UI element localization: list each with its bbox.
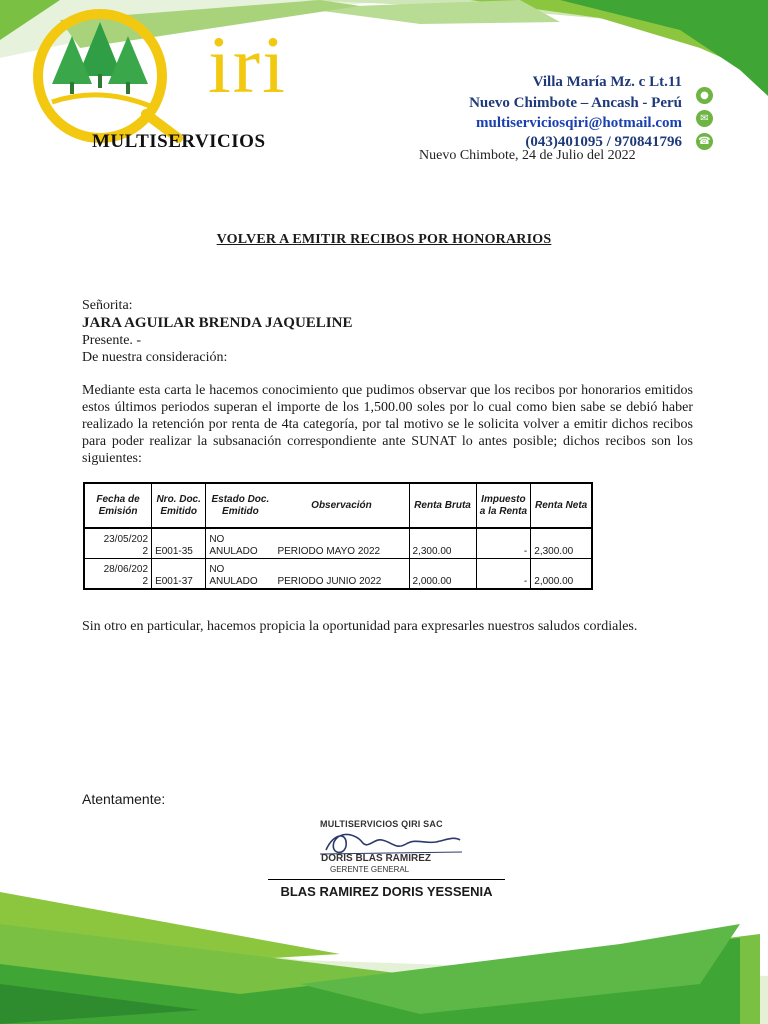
header-impuesto: Impuesto a la Renta — [476, 483, 531, 528]
header-observacion: Observación — [274, 483, 409, 528]
header-nro-doc: Nro. Doc. Emitido — [152, 483, 206, 528]
presente-line: Presente. - — [82, 333, 142, 348]
address-line-1: Villa María Mz. c Lt.11 — [532, 74, 682, 90]
company-logo — [28, 6, 287, 146]
letter-date: Nuevo Chimbote, 24 de Julio del 2022 — [419, 148, 636, 163]
cell-doc: E001-35 — [152, 528, 206, 559]
address-line-2: Nuevo Chimbote – Ancash - Perú — [469, 95, 682, 111]
logo-wordmark: iri — [208, 19, 287, 110]
stamp-company: MULTISERVICIOS QIRI SAC — [320, 819, 443, 829]
cell-fecha: 23/05/202 2 — [84, 528, 152, 559]
table-header-row — [84, 483, 592, 528]
consideracion-line: De nuestra consideración: — [82, 350, 228, 365]
signer-name: BLAS RAMIREZ DORIS YESSENIA — [280, 884, 493, 899]
salutation: Señorita: — [82, 298, 133, 313]
cell-fecha: 28/06/202 2 — [84, 559, 152, 590]
table-row — [84, 528, 592, 559]
receipts-table — [83, 482, 593, 590]
location-pin-icon: ● — [696, 87, 713, 104]
table-row — [84, 559, 592, 590]
cell-impuesto: - — [476, 559, 531, 590]
sign-off: Atentamente: — [82, 791, 166, 807]
email-link[interactable]: multiserviciosqiri@hotmail.com — [475, 115, 682, 131]
cell-renta-neta: 2,000.00 — [531, 559, 592, 590]
recipient-name: JARA AGUILAR BRENDA JAQUELINE — [82, 315, 353, 331]
header-renta-bruta: Renta Bruta — [409, 483, 476, 528]
stamp-name: DORIS BLAS RAMIREZ — [321, 853, 431, 864]
cell-observacion: PERIODO MAYO 2022 — [274, 528, 409, 559]
cell-estado: NO ANULADO — [206, 559, 275, 590]
logo-emblem — [28, 6, 188, 146]
footer-banner — [0, 864, 768, 1024]
body-paragraph: Mediante esta carta le hacemos conocimiento que pudimos observar que los recibos por honorarios emitidos estos últimos periodos superan el importe de los 1,500.00 soles por lo cual como bien sabe se debió haber realizado la retención por renta de 4ta categoría, por tal motivo se le solicita volver a emitir dichos recibos para poder realizar la subsanación correspondiente ante SUNAT lo antes posible; dichos recibos son los siguientes: — [82, 383, 693, 466]
header-renta-neta: Renta Neta — [531, 483, 592, 528]
cell-observacion: PERIODO JUNIO 2022 — [274, 559, 409, 590]
letter-title: VOLVER A EMITIR RECIBOS POR HONORARIOS — [216, 232, 552, 247]
phone-numbers: (043)401095 / 970841796 — [525, 134, 682, 150]
cell-estado: NO ANULADO — [206, 528, 275, 559]
cell-renta-bruta: 2,000.00 — [409, 559, 476, 590]
header-fecha: Fecha de Emisión — [84, 483, 152, 528]
closing-paragraph: Sin otro en particular, hacemos propicia la oportunidad para expresarles nuestros saludos cordiales. — [82, 619, 638, 634]
stamp-role: GERENTE GENERAL — [330, 865, 410, 874]
cell-impuesto: - — [476, 528, 531, 559]
phone-icon: ☎ — [696, 133, 713, 150]
company-name: MULTISERVICIOS — [92, 131, 266, 152]
header-estado: Estado Doc. Emitido — [206, 483, 275, 528]
cell-doc: E001-37 — [152, 559, 206, 590]
cell-renta-neta: 2,300.00 — [531, 528, 592, 559]
cell-renta-bruta: 2,300.00 — [409, 528, 476, 559]
envelope-icon: ✉ — [696, 110, 713, 127]
